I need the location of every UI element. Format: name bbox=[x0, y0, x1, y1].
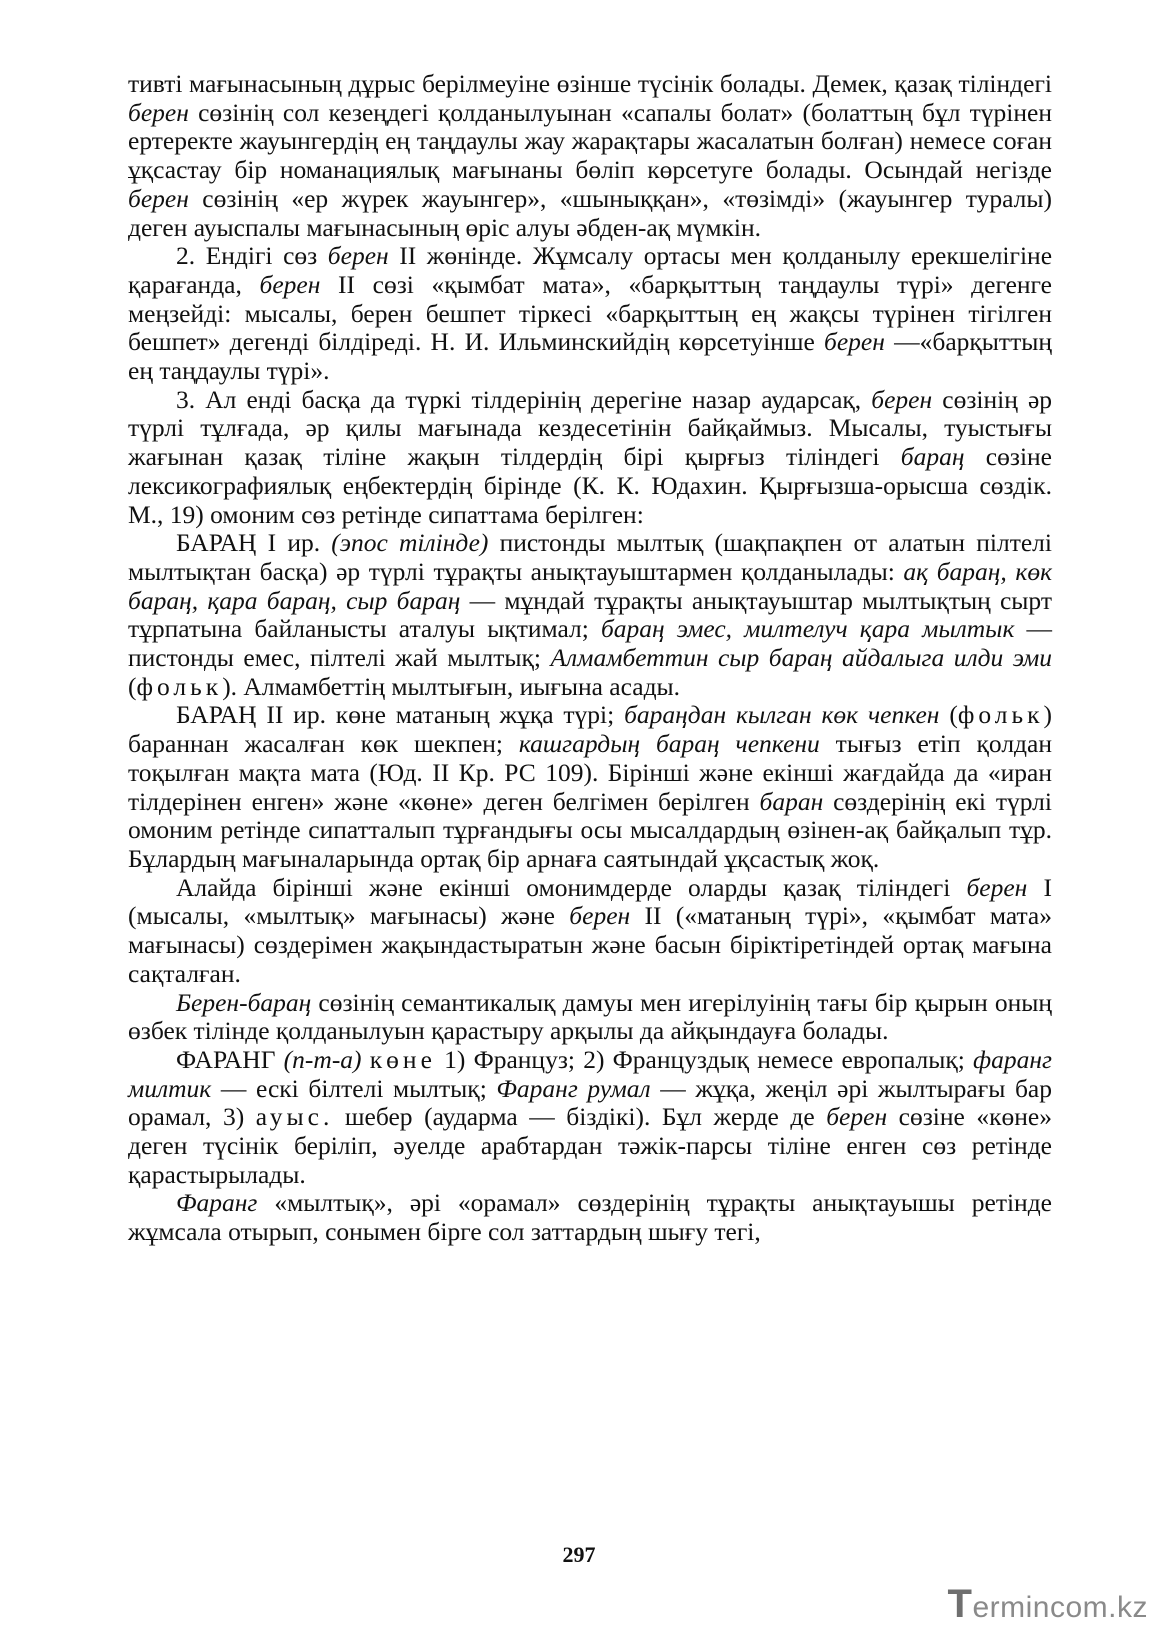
italic-run: (п-т-а) bbox=[283, 1044, 362, 1074]
text-run: II жөнінде. Жұмсалу ортасы мен қолданылу ерекшелігіне қарағанда, bbox=[128, 241, 1053, 299]
text-run: —«барқыттың ең таңдаулы түрі». bbox=[128, 327, 1052, 386]
text-run: 2. Ендігі сөз bbox=[176, 241, 328, 271]
italic-run: бараңдан кылган көк чепкен bbox=[624, 700, 940, 730]
paragraph bbox=[128, 242, 1052, 386]
text-run: пистонды мылтық (шақпақпен от алатын пілтелі мылтықтан басқа) әр түрлі тұрақты анықтауыштармен қолданылады: bbox=[128, 528, 1052, 586]
text-run: ) бараннан жасалған көк шекпен; bbox=[128, 700, 1052, 759]
text-run: сөздерінің екі түрлі омоним ретінде сипатталып тұрғандығы осы мысалдардың өзінен-ақ байқалып тұр. Бұлардың мағыналарында ортақ бір арнаға саятындай ұқсастық жоқ. bbox=[128, 786, 1052, 873]
paragraph bbox=[128, 70, 1052, 242]
italic-run: берен bbox=[569, 901, 631, 931]
italic-run: (эпос тілінде) bbox=[331, 528, 489, 558]
paragraph bbox=[128, 386, 1052, 530]
spaced-run: ауыс. bbox=[255, 1102, 334, 1132]
text-run: — мұндай тұрақты анықтауыштар мылтықтың сырт тұрпатына байланысты аталуы ықтимал; bbox=[128, 585, 1052, 644]
text-run: — ескі білтелі мылтық; bbox=[211, 1073, 497, 1103]
text-run: 1) Француз; 2) Француздық немесе европалық; bbox=[435, 1044, 974, 1074]
text-run: сөзіне лексикографиялық еңбектердің бірінде (К. К. Юдахин. Қырғызша-орысша сөздік. М., 19) омоним сөз ретінде сипаттама берілген: bbox=[128, 442, 1052, 529]
italic-run: берен bbox=[327, 241, 389, 271]
text-run: сөзінің әр түрлі тұлғада, әр қилы мағынада кездесетінін байқаймыз. Мысалы, туыстығы жағынан қазақ тіліне жақын тілдердің бірі қырғыз тіліндегі bbox=[128, 384, 1053, 472]
paragraph bbox=[128, 1046, 1052, 1190]
italic-run: берен bbox=[871, 384, 933, 414]
paragraph bbox=[128, 529, 1052, 701]
text-run: сөзінің сол кезеңдегі қолданылуынан «сапалы болат» (болаттың бұл түрінен ертеректе жауынгердің ең таңдаулы жау жарақтары жасалатын болған) немесе соған ұқсастау бір номанациялық мағынаны бөліп көрсетуге болады. Осындай негізде bbox=[128, 97, 1052, 185]
text-run: II («матаның түрі», «қымбат мата» мағынасы) сөздерімен жақындастыратын және басын біріктіретіндей ортақ мағына сақталған. bbox=[128, 901, 1052, 988]
italic-run: ақ бараң, көк бараң, қара бараң, сыр бараң bbox=[128, 556, 1052, 615]
text-run: шебер (аударма — біздікі). Бұл жерде де bbox=[333, 1102, 827, 1132]
text-run: сөзінің семантикалық дамуы мен игерілуінің тағы бір қырын оның өзбек тілінде қолданылуын қарастыру арқылы да айқындауға болады. bbox=[128, 987, 1052, 1046]
text-run: I (мысалы, «мылтық» мағынасы) және bbox=[128, 872, 1052, 931]
text-run: ). Алмамбеттің мылтығын, иығына асады. bbox=[222, 671, 681, 701]
italic-run: кашгардың бараң чепкени bbox=[518, 729, 820, 759]
italic-run: берен bbox=[824, 327, 885, 357]
text-run: ( bbox=[128, 671, 137, 701]
watermark-text: ermincom.kz bbox=[972, 1591, 1148, 1624]
italic-run: Фаранг bbox=[176, 1188, 258, 1218]
text-run: — пистонды емес, пілтелі жай мылтық; bbox=[128, 614, 1053, 673]
italic-run: Берен-бараң bbox=[176, 987, 312, 1017]
italic-run: берен bbox=[259, 269, 321, 299]
italic-run: баран bbox=[759, 786, 824, 816]
text-run: — жұқа, жеңіл әрі жылтырағы бар орамал, 3) bbox=[128, 1073, 1052, 1132]
italic-run: бараң эмес, милтелуч қара мылтык bbox=[600, 614, 1015, 644]
paragraph bbox=[128, 701, 1052, 873]
text-run: 3. Ал енді басқа да түркі тілдерінің дерегіне назар аударсақ, bbox=[176, 384, 872, 414]
text-run: БАРАҢ I ир. bbox=[176, 528, 332, 558]
italic-run: берен bbox=[128, 183, 189, 213]
italic-run: фаранг милтик bbox=[128, 1044, 1052, 1103]
italic-run: берен bbox=[128, 97, 189, 127]
spaced-run: көне bbox=[369, 1044, 436, 1074]
text-run: сөзінің «ер жүрек жауынгер», «шыныққан», «төзімді» (жауынгер туралы) деген ауыспалы мағынасының өріс алуы әбден-ақ мүмкін. bbox=[128, 183, 1052, 242]
site-watermark bbox=[948, 1582, 1148, 1627]
italic-run: Алмамбеттин сыр бараң айдалыга илди эми bbox=[550, 643, 1052, 673]
page-number: 297 bbox=[562, 1542, 596, 1567]
text-run: тығыз етіп қолдан тоқылған мақта мата (Юд. II Кр. РС 109). Бірінші және екінші жағдайда да «иран тілдерінен енген» және «көне» деген белгімен берілген bbox=[128, 729, 1052, 816]
italic-run: бараң bbox=[900, 442, 965, 472]
text-run: тивті мағынасының дұрыс берілмеуіне өзінше түсінік болады. Демек, қазақ тіліндегі bbox=[128, 69, 1052, 98]
watermark-lead: T bbox=[947, 1582, 973, 1626]
spaced-run: фольк bbox=[957, 700, 1044, 730]
text-run: ( bbox=[939, 700, 958, 730]
text-run: Алайда бірінші және екінші омонимдерде оларды қазақ тіліндегі bbox=[176, 872, 967, 902]
text-run: БАРАҢ II ир. көне матаның жұқа түрі; bbox=[176, 700, 625, 730]
italic-run: Фаранг румал bbox=[496, 1073, 651, 1103]
paragraph bbox=[128, 1189, 1052, 1246]
paragraph bbox=[128, 989, 1052, 1046]
paragraph bbox=[128, 874, 1052, 989]
text-run: II сөзі «қымбат мата», «барқыттың таңдаулы түрі» дегенге меңзейді: мысалы, берен бешпет тіркесі «барқыттың ең жақсы түрінен тігілген бешпет» дегенді білдіреді. Н. И. Ильминскийдің көрсетуінше bbox=[128, 269, 1052, 357]
text-run: сөзіне «көне» деген түсінік беріліп, әуелде арабтардан тәжік-парсы тіліне енген сөз ретінде қарастырылады. bbox=[128, 1102, 1052, 1189]
spaced-run: фольк bbox=[136, 671, 223, 701]
text-run: «мылтық», әрі «орамал» сөздерінің тұрақты анықтауышы ретінде жұмсала отырып, сонымен бірге сол заттардың шығу тегі, bbox=[128, 1188, 1052, 1247]
text-run: ФАРАНГ bbox=[176, 1044, 284, 1074]
italic-run: берен bbox=[826, 1102, 888, 1132]
page-body bbox=[128, 70, 1052, 1247]
italic-run: берен bbox=[966, 872, 1028, 902]
text-run bbox=[362, 1045, 370, 1074]
